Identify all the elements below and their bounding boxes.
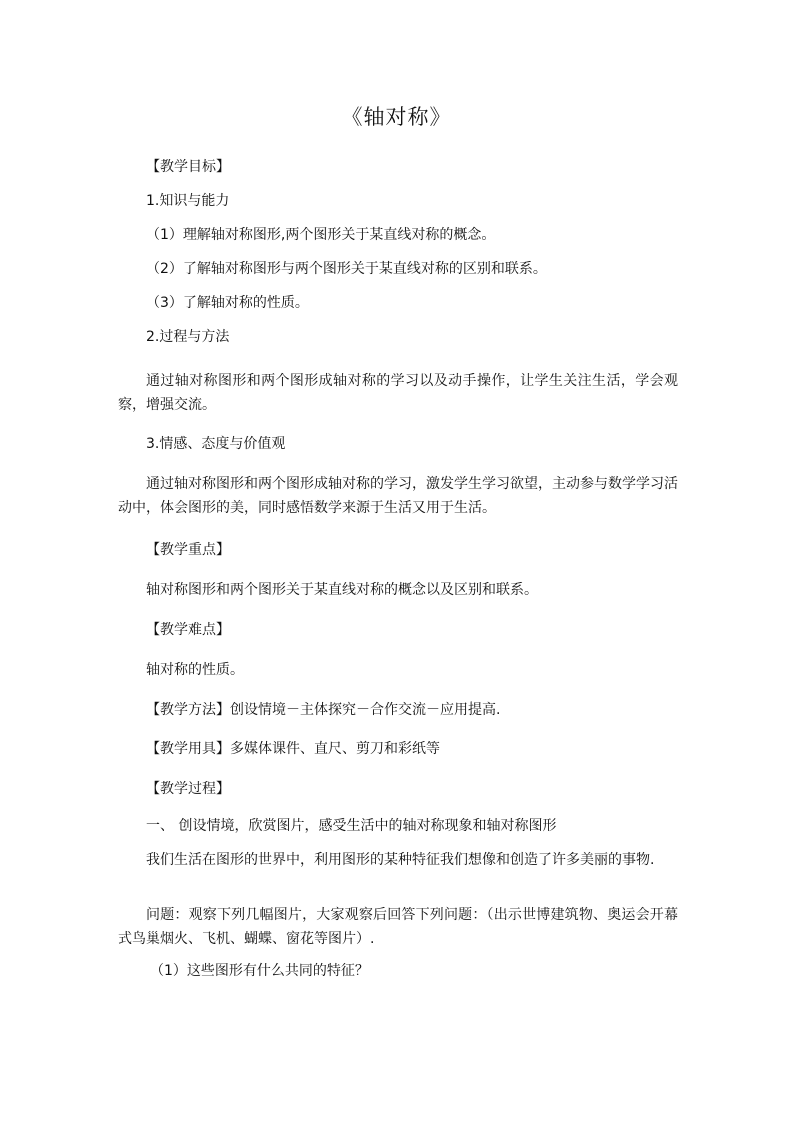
goal1-heading: 1.知识与能力 — [146, 193, 230, 209]
process-step-1: 一、 创设情境，欣赏图片，感受生活中的轴对称现象和轴对称图形 — [146, 818, 557, 834]
goals-heading: 【教学目标】 — [146, 159, 230, 175]
method-line: 【教学方法】创设情境－主体探究－合作交流－应用提高. — [146, 702, 501, 718]
goal3-paragraph: 通过轴对称图形和两个图形成轴对称的学习，激发学生学习欲望，主动参与数学学习活动中，体会图形的美，同时感悟数学来源于生活又用于生活。 — [118, 476, 678, 516]
goal2-paragraph: 通过轴对称图形和两个图形成轴对称的学习以及动手操作，让学生关注生活，学会观察，增强交流。 — [118, 373, 678, 413]
goal2-heading: 2.过程与方法 — [146, 329, 230, 345]
goal1-item-1: （1）理解轴对称图形,两个图形关于某直线对称的概念。 — [146, 227, 496, 243]
process-heading: 【教学过程】 — [146, 781, 230, 797]
document-title: 《轴对称》 — [341, 105, 452, 129]
process-paragraph-2: 问题：观察下列几幅图片，大家观察后回答下列问题：（出示世博建筑物、奥运会开幕式鸟巢烟火、飞机、蝴蝶、窗花等图片）. — [118, 907, 678, 947]
difficulty-heading: 【教学难点】 — [146, 622, 230, 638]
process-question-1: （1）这些图形有什么共同的特征？ — [150, 963, 369, 979]
goal1-item-3: （3）了解轴对称的性质。 — [146, 295, 309, 311]
key-heading: 【教学重点】 — [146, 542, 230, 558]
tools-line: 【教学用具】多媒体课件、直尺、剪刀和彩纸等 — [146, 741, 440, 757]
goal3-heading: 3.情感、态度与价值观 — [146, 436, 286, 452]
process-paragraph-1: 我们生活在图形的世界中，利用图形的某种特征我们想像和创造了许多美丽的事物. — [146, 852, 655, 868]
key-text: 轴对称图形和两个图形关于某直线对称的概念以及区别和联系。 — [146, 582, 538, 598]
goal1-item-2: （2）了解轴对称图形与两个图形关于某直线对称的区别和联系。 — [146, 261, 547, 277]
difficulty-text: 轴对称的性质。 — [146, 662, 244, 678]
